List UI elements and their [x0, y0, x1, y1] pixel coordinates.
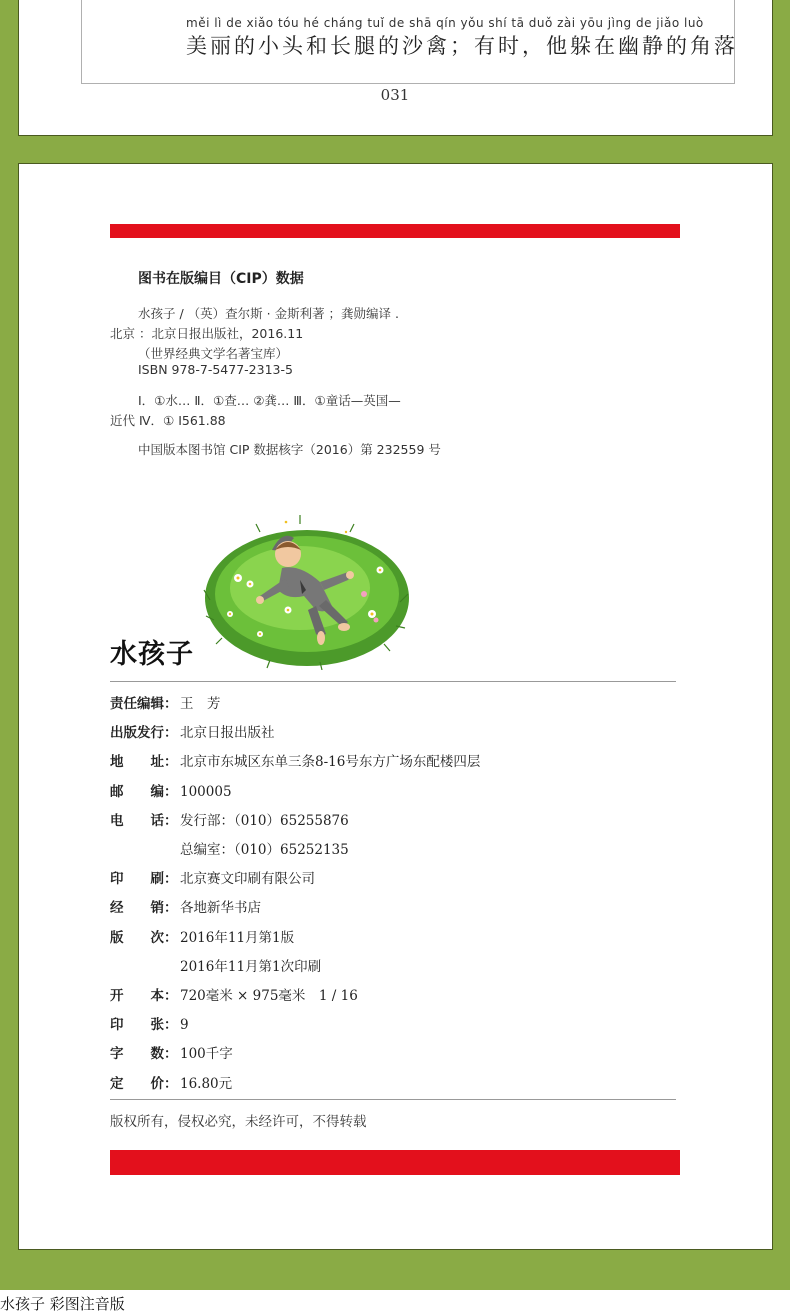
colophon-label: 经 销： — [110, 900, 178, 917]
colophon-row — [110, 780, 232, 800]
colophon-label: 字 数： — [110, 1046, 178, 1063]
colophon-value: 北京赛文印刷有限公司 — [180, 871, 315, 888]
cip-heading: 图书在版编目（CIP）数据 — [138, 271, 304, 287]
red-bar-top — [110, 224, 680, 238]
colophon-label: 印 张： — [110, 1017, 178, 1034]
red-bar-bottom — [110, 1150, 680, 1175]
colophon-row — [110, 955, 321, 975]
colophon-label: 出版发行： — [110, 725, 178, 742]
colophon-value: 北京日报出版社 — [180, 725, 275, 742]
colophon-row — [110, 867, 315, 887]
colophon-value: 王 芳 — [180, 696, 221, 712]
colophon-label: 地 址： — [110, 754, 178, 771]
divider-top — [110, 681, 676, 682]
colophon-row — [110, 692, 221, 712]
cip-line: 近代 Ⅳ．① I561.88 — [110, 413, 226, 428]
colophon-label: 电 话： — [110, 812, 178, 829]
text-frame — [81, 0, 738, 84]
colophon-value: 9 — [180, 1017, 189, 1034]
colophon-value: 发行部：（010）65255876 — [180, 812, 349, 829]
cip-line: 中国版本图书馆 CIP 数据核字（2016）第 232559 号 — [138, 442, 441, 457]
colophon-row — [110, 721, 275, 741]
colophon-value: 720毫米 × 975毫米 1 / 16 — [180, 988, 358, 1004]
colophon-value: 16.80元 — [180, 1075, 233, 1092]
colophon-value: 总编室：（010）65252135 — [180, 842, 349, 858]
previous-page — [18, 0, 773, 136]
cip-line: ISBN 978-7-5477-2313-5 — [138, 362, 293, 377]
clipped-text-line — [170, 0, 770, 3]
colophon-value: 北京市东城区东单三条8-16号东方广场东配楼四层 — [180, 754, 481, 771]
colophon-label: 印 刷： — [110, 871, 178, 888]
cip-line: 水孩子 / （英）查尔斯 · 金斯利著 ；龚勋编译 . — [138, 306, 399, 321]
colophon-row — [110, 1042, 233, 1062]
cip-line: 北京 ：北京日报出版社，2016.11 — [110, 326, 304, 341]
colophon-value: 2016年11月第1版 — [180, 929, 295, 946]
colophon-label: 责任编辑： — [110, 696, 178, 712]
boy-on-grass-illustration — [200, 510, 415, 670]
copyright-notice: 版权所有，侵权必究，未经许可，不得转载 — [110, 1114, 367, 1130]
colophon-value: 100005 — [180, 783, 232, 800]
cip-line: Ⅰ．①水… Ⅱ．①查… ②龚… Ⅲ．①童话—英国— — [138, 393, 401, 408]
colophon-row — [110, 838, 349, 858]
colophon-value: 2016年11月第1次印刷 — [180, 958, 322, 975]
colophon-label: 版 次： — [110, 929, 178, 946]
colophon-row — [110, 1013, 189, 1033]
divider-bottom — [110, 1099, 676, 1100]
colophon-value: 各地新华书店 — [180, 900, 261, 917]
colophon-value: 100千字 — [180, 1046, 233, 1063]
cip-line: （世界经典文学名著宝库） — [138, 346, 289, 361]
pinyin-line: měi lì de xiǎo tóu hé cháng tuǐ de shā qín yǒu shí tā duǒ zài yōu jìng de jiǎo luò — [186, 16, 704, 30]
colophon-row — [110, 926, 294, 946]
image-caption: 水孩子 彩图注音版 — [0, 1295, 125, 1313]
colophon-row — [110, 1072, 232, 1092]
colophon-row — [110, 896, 261, 916]
page-number: 031 — [380, 86, 410, 104]
colophon-label: 定 价： — [110, 1075, 178, 1092]
colophon-label: 开 本： — [110, 988, 178, 1004]
hanzi-line: 美丽的小头和长腿的沙禽；有时，他躲在幽静的角落 — [186, 34, 738, 58]
colophon-row — [110, 809, 349, 829]
colophon-label: 邮 编： — [110, 783, 178, 800]
colophon-row — [110, 984, 358, 1004]
colophon-row — [110, 750, 480, 770]
book-title: 水孩子 — [110, 639, 194, 670]
